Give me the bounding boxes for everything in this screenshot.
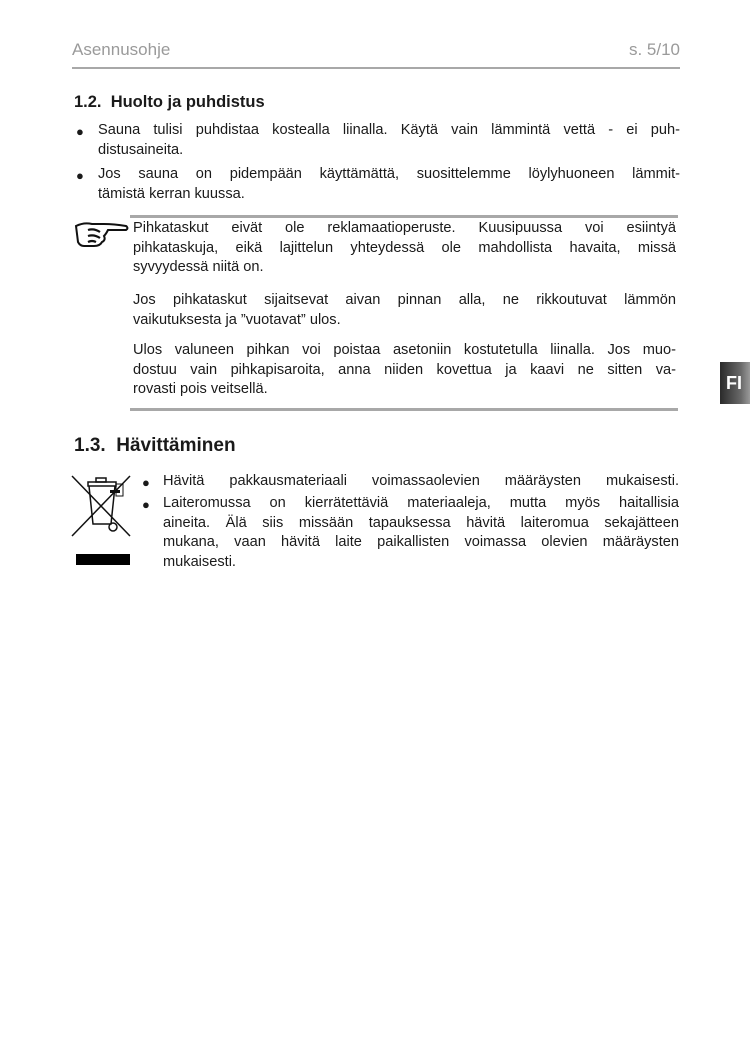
note-paragraph [133,291,676,330]
text-line: vaikutuksesta ja ”vuotavat” ulos. [133,311,341,328]
bullet-text [163,494,679,572]
note-top-divider [130,215,678,218]
text-line: Hävitä pakkausmateriaali voimassaolevien määräysten mukaisesti. [163,473,679,489]
text-line: aineita. Älä siis missään tapauksessa hävitä laiteromua sekajätteen [163,514,679,531]
language-tab: FI [720,362,750,404]
text-line: Jos pihkataskut sijaitsevat aivan pinnan alla, ne rikkoutuvat lämmön [133,292,676,308]
text-line: tämistä kerran kuussa. [98,185,245,202]
text-line: distusaineita. [98,141,184,158]
text-line: pihkataskuja, eikä lajittelun yhteydessä ole mahdollista havaita, missä [133,239,676,256]
text-line: Laiteromussa on kierrätettäviä materiaaleja, mutta myös haitallisia [163,495,679,511]
section-heading-maintenance: 1.2. Huolto ja puhdistus [74,93,265,111]
bullet-icon: ● [142,497,150,512]
text-line: rovasti pois veitsellä. [133,381,268,397]
bullet-text [163,472,679,492]
bullet-text [98,165,680,204]
bullet-icon: ● [76,124,84,139]
text-line: Pihkataskut eivät ole reklamaatioperuste. Kuusipuussa voi esiintyä [133,220,676,236]
text-line: mukaisesti. [163,553,236,570]
bullet-text [98,121,680,160]
text-line: syvyydessä niitä on. [133,259,264,275]
bullet-icon: ● [76,168,84,183]
section-heading-disposal: 1.3. Hävittäminen [74,435,236,456]
header-title: Asennusohje [72,40,171,59]
header-divider [72,67,680,69]
page-number: s. 5/10 [628,40,680,59]
text-line: Sauna tulisi puhdistaa kostealla liinalla. Käytä vain lämmintä vettä - ei puh- [98,122,680,138]
pointing-hand-icon [74,220,130,248]
note-paragraph [133,341,676,400]
text-line: Ulos valuneen pihkan voi poistaa asetoniin kostutetulla liinalla. Jos muo- [133,342,676,358]
text-line: mukana, vaan hävitä laite paikallisten voimassa olevien määräysten [163,534,679,550]
bullet-icon: ● [142,475,150,490]
note-bottom-divider [130,408,678,411]
note-paragraph [133,219,676,278]
text-line: dostuu vain pihkapisaroita, anna niiden kovettua ja kaavi ne sitten va- [133,361,676,378]
weee-crossed-bin-icon [70,472,134,568]
text-line: Jos sauna on pidempään käyttämättä, suosittelemme löylyhuoneen lämmit- [98,166,680,182]
